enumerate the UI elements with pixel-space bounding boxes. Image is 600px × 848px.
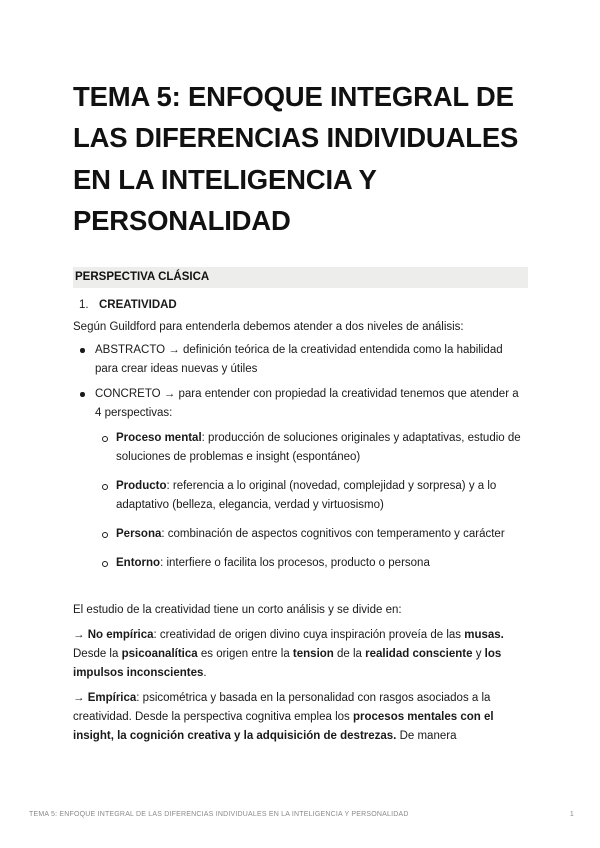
term: Entorno <box>116 557 161 569</box>
bold-text: tension <box>292 648 334 660</box>
study-paragraph: El estudio de la creatividad tiene un corto análisis y se divide en: <box>73 604 402 616</box>
empirica-paragraph <box>73 689 528 746</box>
definition: : interfiere o facilita los procesos, producto o persona <box>160 557 430 569</box>
item-heading: CREATIVIDAD <box>99 299 177 311</box>
list-item-text: CONCRETO → para entender con propiedad la creatividad tenemos que atender a 4 perspectivas: <box>95 388 519 419</box>
bold-text: Empírica <box>87 692 137 704</box>
perspectives-list <box>95 429 528 573</box>
definition: : producción de soluciones originales y adaptativas, estudio de soluciones de problemas e insight (espontáneo) <box>116 432 521 463</box>
list-item <box>73 385 528 573</box>
definition: : combinación de aspectos cognitivos con temperamento y carácter <box>161 528 505 540</box>
bold-text: procesos mentales con el insight, la cognición creativa y la adquisición de destrezas. <box>73 711 494 742</box>
arrow: → <box>73 629 88 641</box>
section-heading: PERSPECTIVA CLÁSICA <box>73 267 528 288</box>
footer-title: TEMA 5: ENFOQUE INTEGRAL DE LAS DIFERENCIAS INDIVIDUALES EN LA INTELIGENCIA Y PERSONALIDAD <box>29 811 409 818</box>
list-item <box>95 477 528 515</box>
list-item <box>95 525 528 544</box>
definition: : referencia a lo original (novedad, complejidad y sorpresa) y a lo adaptativo (belleza, elegancia, verdad y virtuosismo) <box>116 480 497 511</box>
bold-text: los impulsos inconscientes <box>73 648 502 679</box>
bold-text: musas. <box>464 629 504 641</box>
list-item <box>95 554 528 573</box>
document-title: TEMA 5: ENFOQUE INTEGRAL DE LAS DIFERENCIAS INDIVIDUALES EN LA INTELIGENCIA Y PERSONALIDAD <box>73 81 519 236</box>
bold-text: No empírica <box>87 629 154 641</box>
text: : creatividad de origen divino cuya inspiración proveía de las <box>153 629 465 641</box>
text: es origen entre la <box>197 648 293 660</box>
bold-text: realidad consciente <box>365 648 473 660</box>
bold-text: psicoanalítica <box>121 648 198 660</box>
list-item: ABSTRACTO → definición teórica de la creatividad entendida como la habilidad para crear ideas nuevas y útiles <box>73 341 528 379</box>
term: Persona <box>116 528 162 540</box>
text: y <box>472 648 485 660</box>
text: . <box>203 667 207 679</box>
text: de la <box>333 648 366 660</box>
numbered-item <box>73 296 528 314</box>
intro-paragraph: Según Guildford para entenderla debemos atender a dos niveles de análisis: <box>73 321 464 333</box>
page-footer <box>29 811 574 818</box>
level-analysis-list <box>73 341 528 573</box>
page-number: 1 <box>569 811 574 818</box>
term: Producto <box>116 480 167 492</box>
term: Proceso mental <box>116 432 202 444</box>
no-empirica-paragraph <box>73 626 528 683</box>
item-number: 1. <box>79 299 89 311</box>
text: De manera <box>396 730 457 742</box>
list-item <box>95 429 528 467</box>
text: : psicométrica y basada en la personalidad con rasgos asociados a la creatividad. Desde la perspectiva cognitiva emplea los <box>73 692 491 723</box>
text: Desde la <box>73 648 122 660</box>
document-page <box>73 76 528 746</box>
arrow: → <box>73 692 88 704</box>
